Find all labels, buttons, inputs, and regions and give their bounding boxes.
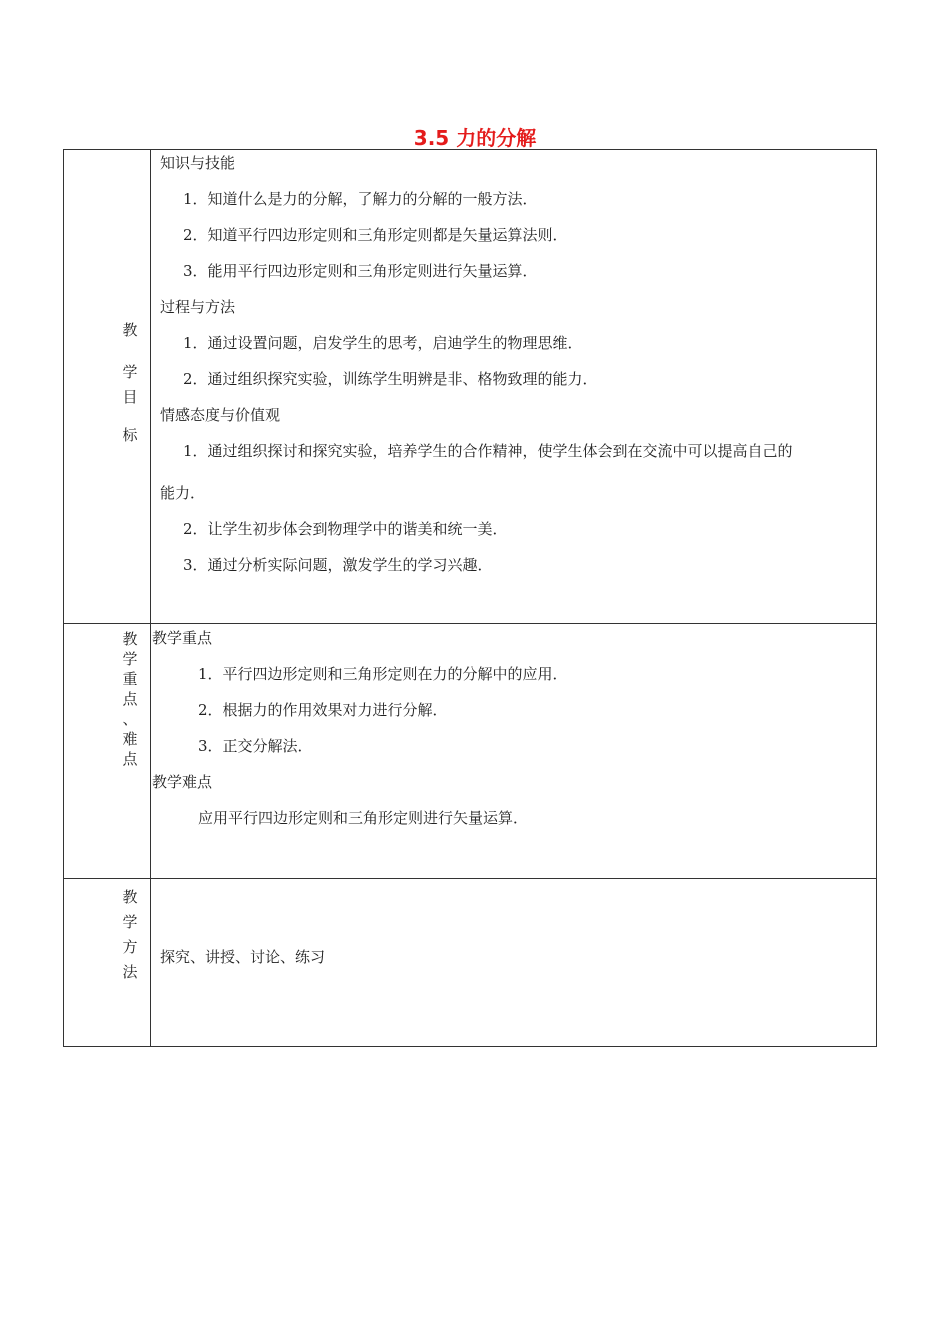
emotion-item-1: 1．通过组织探讨和探究实验，培养学生的合作精神，使学生体会到在交流中可以提高自己的 — [183, 442, 793, 460]
row-divider — [64, 623, 876, 624]
key-points-label: 教 学 重 点 、 难 点 — [122, 630, 138, 768]
process-item-2: 2．通过组织探究实验，训练学生明辨是非、格物致理的能力． — [183, 370, 598, 388]
objectives-label: 教 学 目 标 — [122, 321, 138, 444]
page-title: 3.5 力的分解 — [413, 126, 537, 150]
difficult-text: 应用平行四边形定则和三角形定则进行矢量运算． — [198, 809, 529, 827]
emotion-heading: 情感态度与价值观 — [160, 406, 281, 424]
emotion-item-2: 2．让学生初步体会到物理学中的谐美和统一美． — [183, 520, 508, 538]
difficult-heading: 教学难点 — [152, 773, 213, 791]
key-heading: 教学重点 — [152, 629, 213, 647]
methods-label: 教 学 方 法 — [122, 888, 138, 981]
row-divider — [64, 878, 876, 879]
emotion-item-1-cont: 能力． — [160, 484, 206, 502]
column-divider — [150, 150, 151, 1046]
lesson-plan-table — [63, 149, 877, 1047]
knowledge-item-2: 2．知道平行四边形定则和三角形定则都是矢量运算法则． — [183, 226, 568, 244]
key-item-2: 2．根据力的作用效果对力进行分解． — [198, 701, 448, 719]
key-item-3: 3．正交分解法． — [198, 737, 313, 755]
emotion-item-3: 3．通过分析实际问题，激发学生的学习兴趣． — [183, 556, 493, 574]
methods-text: 探究、讲授、讨论、练习 — [160, 948, 326, 966]
key-item-1: 1．平行四边形定则和三角形定则在力的分解中的应用． — [198, 665, 568, 683]
knowledge-item-1: 1．知道什么是力的分解，了解力的分解的一般方法． — [183, 190, 538, 208]
process-heading: 过程与方法 — [160, 298, 236, 316]
process-item-1: 1．通过设置问题，启发学生的思考，启迪学生的物理思维． — [183, 334, 583, 352]
knowledge-heading: 知识与技能 — [160, 154, 236, 172]
knowledge-item-3: 3．能用平行四边形定则和三角形定则进行矢量运算． — [183, 262, 538, 280]
